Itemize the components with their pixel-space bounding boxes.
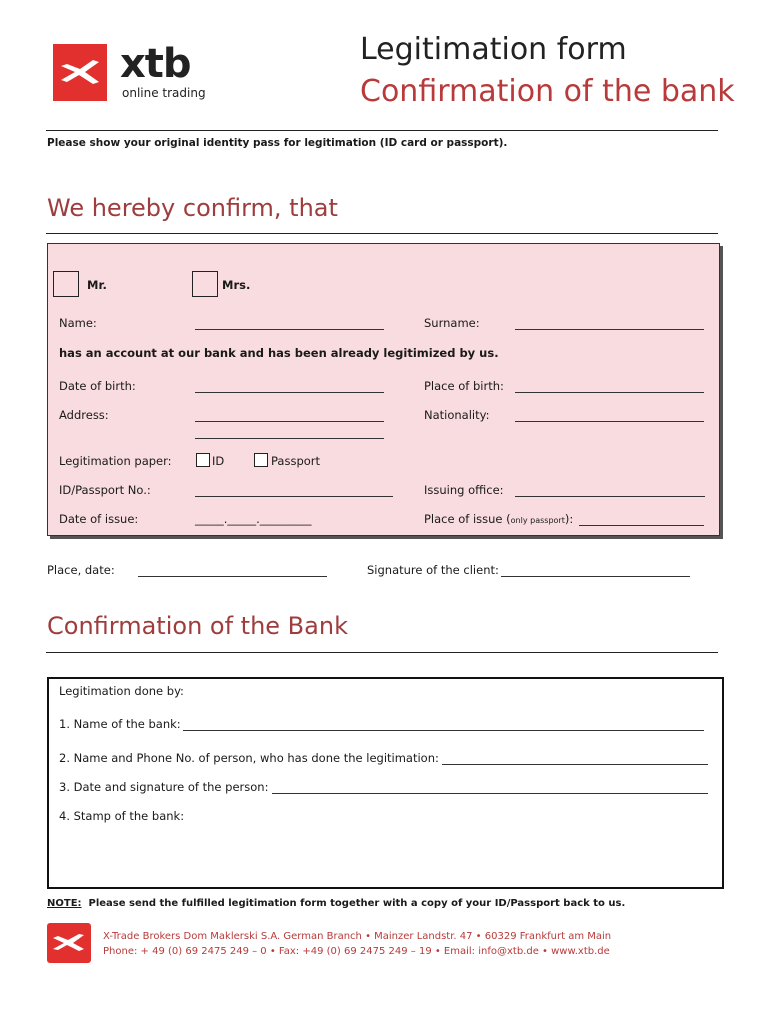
dob-field[interactable] bbox=[195, 381, 384, 393]
pob-field[interactable] bbox=[515, 381, 704, 393]
surname-field[interactable] bbox=[515, 318, 704, 330]
place-of-issue-note: only passport bbox=[510, 516, 565, 525]
done-by-label: Legitimation done by: bbox=[59, 684, 184, 698]
divider bbox=[46, 652, 718, 653]
divider bbox=[46, 130, 718, 131]
place-of-issue-close: ): bbox=[564, 512, 574, 526]
footer-address bbox=[103, 929, 611, 959]
mrs-label: Mrs. bbox=[222, 278, 251, 292]
date-of-issue-label: Date of issue: bbox=[59, 512, 139, 526]
footer-logo-mark bbox=[47, 923, 91, 963]
form-subtitle: Confirmation of the bank bbox=[360, 74, 735, 109]
xtb-x-icon bbox=[53, 44, 107, 101]
passport-option-label: Passport bbox=[271, 454, 321, 468]
bank-name-field[interactable] bbox=[183, 719, 704, 731]
identity-instruction: Please show your original identity pass for legitimation (ID card or passport). bbox=[47, 137, 508, 149]
form-title: Legitimation form bbox=[360, 32, 627, 67]
place-date-field[interactable] bbox=[138, 565, 327, 577]
footer-note bbox=[47, 898, 625, 909]
dob-label: Date of birth: bbox=[59, 379, 136, 393]
note-prefix: NOTE: bbox=[47, 898, 82, 909]
mr-label: Mr. bbox=[87, 278, 107, 292]
xtb-x-icon bbox=[47, 923, 91, 963]
person-field[interactable] bbox=[442, 753, 708, 765]
mr-checkbox[interactable] bbox=[53, 271, 79, 297]
mrs-checkbox[interactable] bbox=[192, 271, 218, 297]
issuing-office-field[interactable] bbox=[515, 485, 705, 497]
id-number-label: ID/Passport No.: bbox=[59, 483, 151, 497]
surname-label: Surname: bbox=[424, 316, 480, 330]
legitimation-paper-label: Legitimation paper: bbox=[59, 454, 172, 468]
id-option-label: ID bbox=[212, 454, 225, 468]
id-checkbox[interactable] bbox=[196, 453, 210, 467]
client-heading: We hereby confirm, that bbox=[47, 194, 338, 222]
xtb-logo-mark bbox=[53, 44, 107, 101]
id-number-field[interactable] bbox=[195, 485, 393, 497]
address-line1: X-Trade Brokers Dom Maklerski S.A. German Branch • Mainzer Landstr. 47 • 60329 Frankfurt am Main bbox=[103, 931, 612, 942]
account-statement: has an account at our bank and has been already legitimized by us. bbox=[59, 346, 499, 360]
issuing-office-label: Issuing office: bbox=[424, 483, 504, 497]
date-signature-field[interactable] bbox=[272, 782, 708, 794]
bank-name-label: 1. Name of the bank: bbox=[59, 717, 181, 731]
place-of-issue-field[interactable] bbox=[579, 514, 704, 526]
place-of-issue-label bbox=[424, 512, 573, 526]
address-line2: Phone: + 49 (0) 69 2475 249 – 0 • Fax: +49 (0) 69 2475 249 – 19 • Email: info@xtb.de • www.xtb.de bbox=[103, 946, 610, 957]
note-text: Please send the fulfilled legitimation form together with a copy of your ID/Passport back to us. bbox=[88, 898, 626, 909]
passport-checkbox[interactable] bbox=[254, 453, 268, 467]
date-of-issue-field[interactable]: _____._____._________ bbox=[195, 512, 312, 526]
place-date-label: Place, date: bbox=[47, 563, 115, 577]
brand-tagline: online trading bbox=[122, 86, 206, 100]
address-label: Address: bbox=[59, 408, 109, 422]
signature-field[interactable] bbox=[501, 565, 690, 577]
nationality-field[interactable] bbox=[515, 410, 704, 422]
nationality-label: Nationality: bbox=[424, 408, 490, 422]
name-field[interactable] bbox=[195, 318, 384, 330]
brand-name: xtb bbox=[120, 41, 191, 87]
signature-label: Signature of the client: bbox=[367, 563, 499, 577]
name-label: Name: bbox=[59, 316, 97, 330]
pob-label: Place of birth: bbox=[424, 379, 504, 393]
address-field-line2[interactable] bbox=[195, 427, 384, 439]
divider bbox=[46, 233, 718, 234]
person-label: 2. Name and Phone No. of person, who has done the legitimation: bbox=[59, 751, 439, 765]
stamp-label: 4. Stamp of the bank: bbox=[59, 809, 185, 823]
place-of-issue-text: Place of issue ( bbox=[424, 512, 511, 526]
bank-heading: Confirmation of the Bank bbox=[47, 612, 348, 640]
date-signature-label: 3. Date and signature of the person: bbox=[59, 780, 269, 794]
address-field-line1[interactable] bbox=[195, 410, 384, 422]
